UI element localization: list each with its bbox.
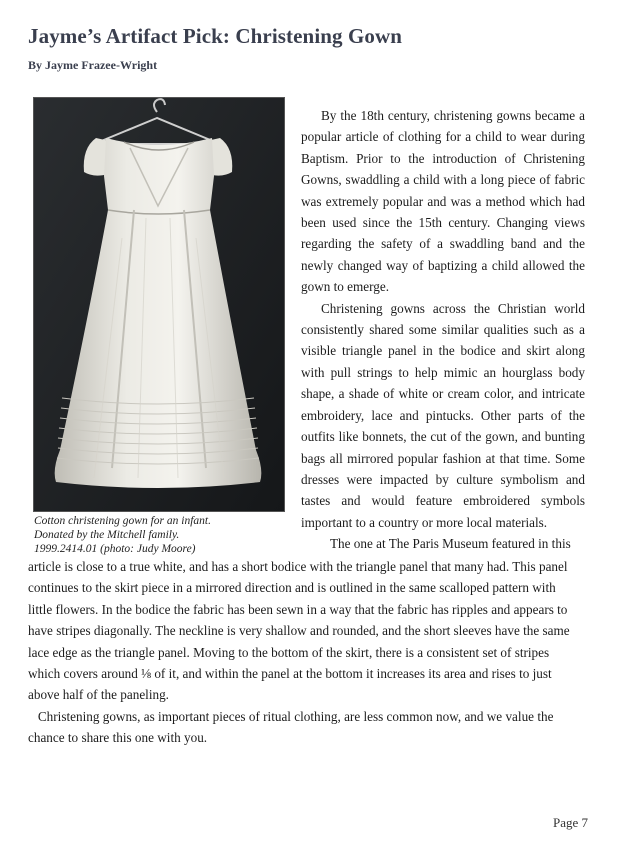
paragraph: By the 18th century, christening gowns became a popular article of clothing for a child to wear during Baptism. Prior to the introduction of Christening Gowns, swaddling a child with a long piece of fabric was extremely popular and was a method which had been used since the 15th century. Changing views regarding the safety of a swaddling band and the newly changed way of baptizing a child allowed the gown to emerge. bbox=[301, 108, 585, 295]
byline: By Jayme Frazee-Wright bbox=[28, 58, 158, 72]
gown-photo bbox=[33, 97, 285, 512]
article-column bbox=[301, 105, 585, 555]
article-fullwidth bbox=[28, 556, 593, 749]
text-line: chance to share this one with you. bbox=[28, 730, 208, 746]
page-number: Page 7 bbox=[553, 815, 589, 830]
caption-line: 1999.2414.01 (photo: Judy Moore) bbox=[34, 543, 196, 555]
text-line: lace edge as the triangle panel. Moving to the bottom of the skirt, there is a consistent set of stripes bbox=[28, 644, 550, 660]
text-line: have stripes diagonally. The neckline is very shallow and rounded, and the short sleeves have the same bbox=[28, 623, 570, 639]
article-title: Jayme’s Artifact Pick: Christening Gown bbox=[28, 24, 403, 48]
paragraph: Christening gowns across the Christian world consistently shared some similar qualities such as a visible triangle panel in the bodice and skirt along with pull strings to help mimic an hourglass body shape, a shade of white or cream color, and intricate embroidery, lace and pintucks. Other parts of the outfits like bonnets, the cut of the gown, and bunting bags all mirrored popular fashion at that time. Some dresses were impacted by culture symbolism and tastes and would feature embroidered symbols important to a country or more local materials. bbox=[301, 300, 585, 530]
text-line: article is close to a true white, and has a short bodice with the triangle panel that many had. This panel bbox=[28, 559, 568, 574]
text-line: continues to the skirt piece in a mirrored direction and is outlined in the same scalloped pattern with bbox=[28, 580, 556, 596]
text-line: above half of the paneling. bbox=[28, 687, 169, 703]
text-line: Christening gowns, as important pieces of ritual clothing, are less common now, and we value the bbox=[28, 708, 554, 724]
text-line: little flowers. In the bodice the fabric has been sewn in a way that the fabric has ripples and appears to bbox=[28, 601, 568, 617]
gown-photo-illustration bbox=[34, 98, 284, 511]
caption-line: Donated by the Mitchell family. bbox=[34, 529, 180, 541]
paragraph-start: The one at The Paris Museum featured in this bbox=[330, 536, 571, 552]
photo-caption bbox=[34, 514, 286, 556]
text-line: which covers around ⅛ of it, and within the panel at the bottom it increases its area and rises to just bbox=[28, 666, 552, 682]
caption-line: Cotton christening gown for an infant. bbox=[34, 515, 211, 527]
